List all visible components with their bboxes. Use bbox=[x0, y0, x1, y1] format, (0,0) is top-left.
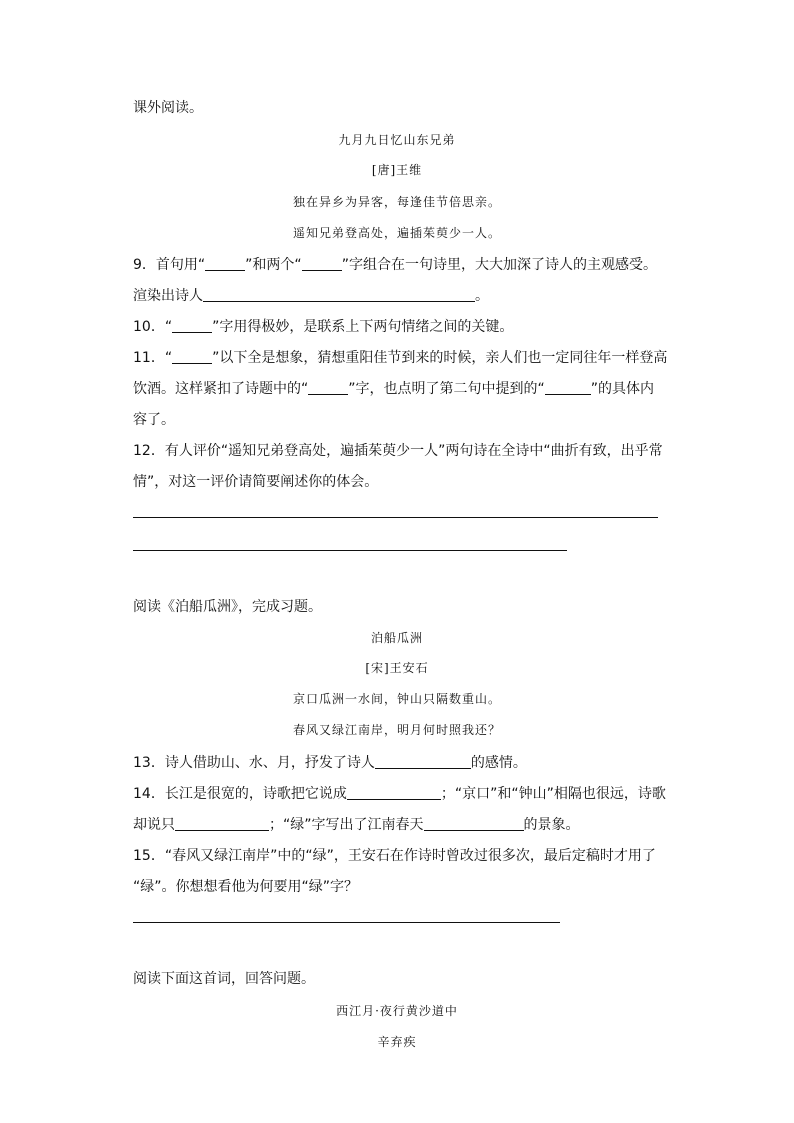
q11-text-b: ”以下全是想象，猜想重阳佳节到来的时候，亲人们也一定同往年一样登高 bbox=[212, 350, 668, 366]
q15-answer-line[interactable] bbox=[133, 922, 560, 923]
question-15-line2: “绿”。你想想看他为何要用“绿”字？ bbox=[133, 879, 359, 895]
q11-line2-b: ”字，也点明了第二句中提到的“ bbox=[348, 381, 545, 397]
question-13 bbox=[133, 753, 527, 773]
q14-blank-2[interactable] bbox=[175, 816, 269, 831]
question-11-line1 bbox=[133, 348, 667, 368]
question-12-line2: 情”，对这一评价请简要阐述你的体会。 bbox=[133, 474, 379, 490]
poem3-title: 西江月·夜行黄沙道中 bbox=[336, 1004, 458, 1018]
q14-text-b: ；“京口”和“钟山”相隔也很远，诗歌 bbox=[440, 786, 666, 802]
q11-line2-a: 饮酒。这样紧扣了诗题中的“ bbox=[133, 381, 309, 397]
poem1-line1: 独在异乡为异客，每逢佳节倍思亲。 bbox=[292, 195, 501, 209]
q9-line2-a: 渲染出诗人 bbox=[133, 288, 203, 304]
question-9-line1 bbox=[133, 255, 657, 275]
section2-intro: 阅读《泊船瓜洲》，完成习题。 bbox=[133, 599, 322, 615]
q14-line2-a: 却说只 bbox=[133, 817, 175, 833]
q12-answer-line-2[interactable] bbox=[133, 550, 567, 551]
q12-answer-line-1[interactable] bbox=[133, 517, 658, 518]
question-11-line2 bbox=[133, 379, 654, 399]
q11-blank-2[interactable] bbox=[308, 380, 348, 395]
q9-text-a: 9．首句用“ bbox=[133, 257, 206, 273]
q13-text-a: 13．诗人借助山、水、月，抒发了诗人 bbox=[133, 755, 375, 771]
q9-text-c: ”字组合在一句诗里，大大加深了诗人的主观感受。 bbox=[341, 257, 657, 273]
q14-line2-c: 的景象。 bbox=[523, 817, 580, 833]
q14-line2-b: ；“绿”字写出了江南春天 bbox=[269, 817, 424, 833]
q9-blank-3[interactable] bbox=[203, 287, 475, 302]
question-12-line1: 12．有人评价“遥知兄弟登高处，遍插茱萸少一人”两句诗在全诗中“曲折有致，出乎常 bbox=[133, 443, 663, 459]
q14-blank-3[interactable] bbox=[424, 816, 524, 831]
q9-blank-1[interactable] bbox=[205, 256, 245, 271]
q11-line2-c: ”的具体内 bbox=[590, 381, 655, 397]
q10-blank[interactable] bbox=[172, 318, 212, 333]
question-11-line3: 容了。 bbox=[133, 412, 175, 428]
poem1-author: [唐]王维 bbox=[371, 163, 423, 177]
q10-text-b: ”字用得极妙，是联系上下两句情绪之间的关键。 bbox=[212, 319, 514, 335]
poem2-line2: 春风又绿江南岸，明月何时照我还？ bbox=[292, 723, 501, 737]
poem2-title: 泊船瓜洲 bbox=[370, 631, 423, 645]
q9-text-b: ”和两个“ bbox=[245, 257, 302, 273]
q11-blank-3[interactable] bbox=[545, 380, 591, 395]
q14-text-a: 14．长江是很宽的，诗歌把它说成 bbox=[133, 786, 347, 802]
question-14-line1 bbox=[133, 784, 666, 804]
question-9-line2 bbox=[133, 286, 489, 306]
poem2-line1: 京口瓜洲一水间，钟山只隔数重山。 bbox=[292, 692, 501, 706]
q13-blank[interactable] bbox=[375, 754, 471, 769]
question-10 bbox=[133, 317, 513, 337]
q13-text-b: 的感情。 bbox=[470, 755, 527, 771]
q11-text-a: 11．“ bbox=[133, 350, 173, 366]
section1-intro: 课外阅读。 bbox=[133, 100, 203, 116]
q10-text-a: 10．“ bbox=[133, 319, 173, 335]
q9-blank-2[interactable] bbox=[302, 256, 342, 271]
poem1-title: 九月九日忆山东兄弟 bbox=[338, 133, 456, 147]
poem3-author: 辛弃疾 bbox=[377, 1035, 417, 1049]
q14-blank-1[interactable] bbox=[347, 785, 441, 800]
q11-blank-1[interactable] bbox=[172, 349, 212, 364]
question-15-line1: 15．“春风又绿江南岸”中的“绿”，王安石在作诗时曾改过很多次，最后定稿时才用了 bbox=[133, 848, 656, 864]
section3-intro: 阅读下面这首词，回答问题。 bbox=[133, 971, 315, 987]
q9-line2-b: 。 bbox=[475, 288, 489, 304]
poem2-author: [宋]王安石 bbox=[365, 661, 429, 675]
question-14-line2 bbox=[133, 815, 580, 835]
poem1-line2: 遥知兄弟登高处，遍插茱萸少一人。 bbox=[292, 226, 501, 240]
